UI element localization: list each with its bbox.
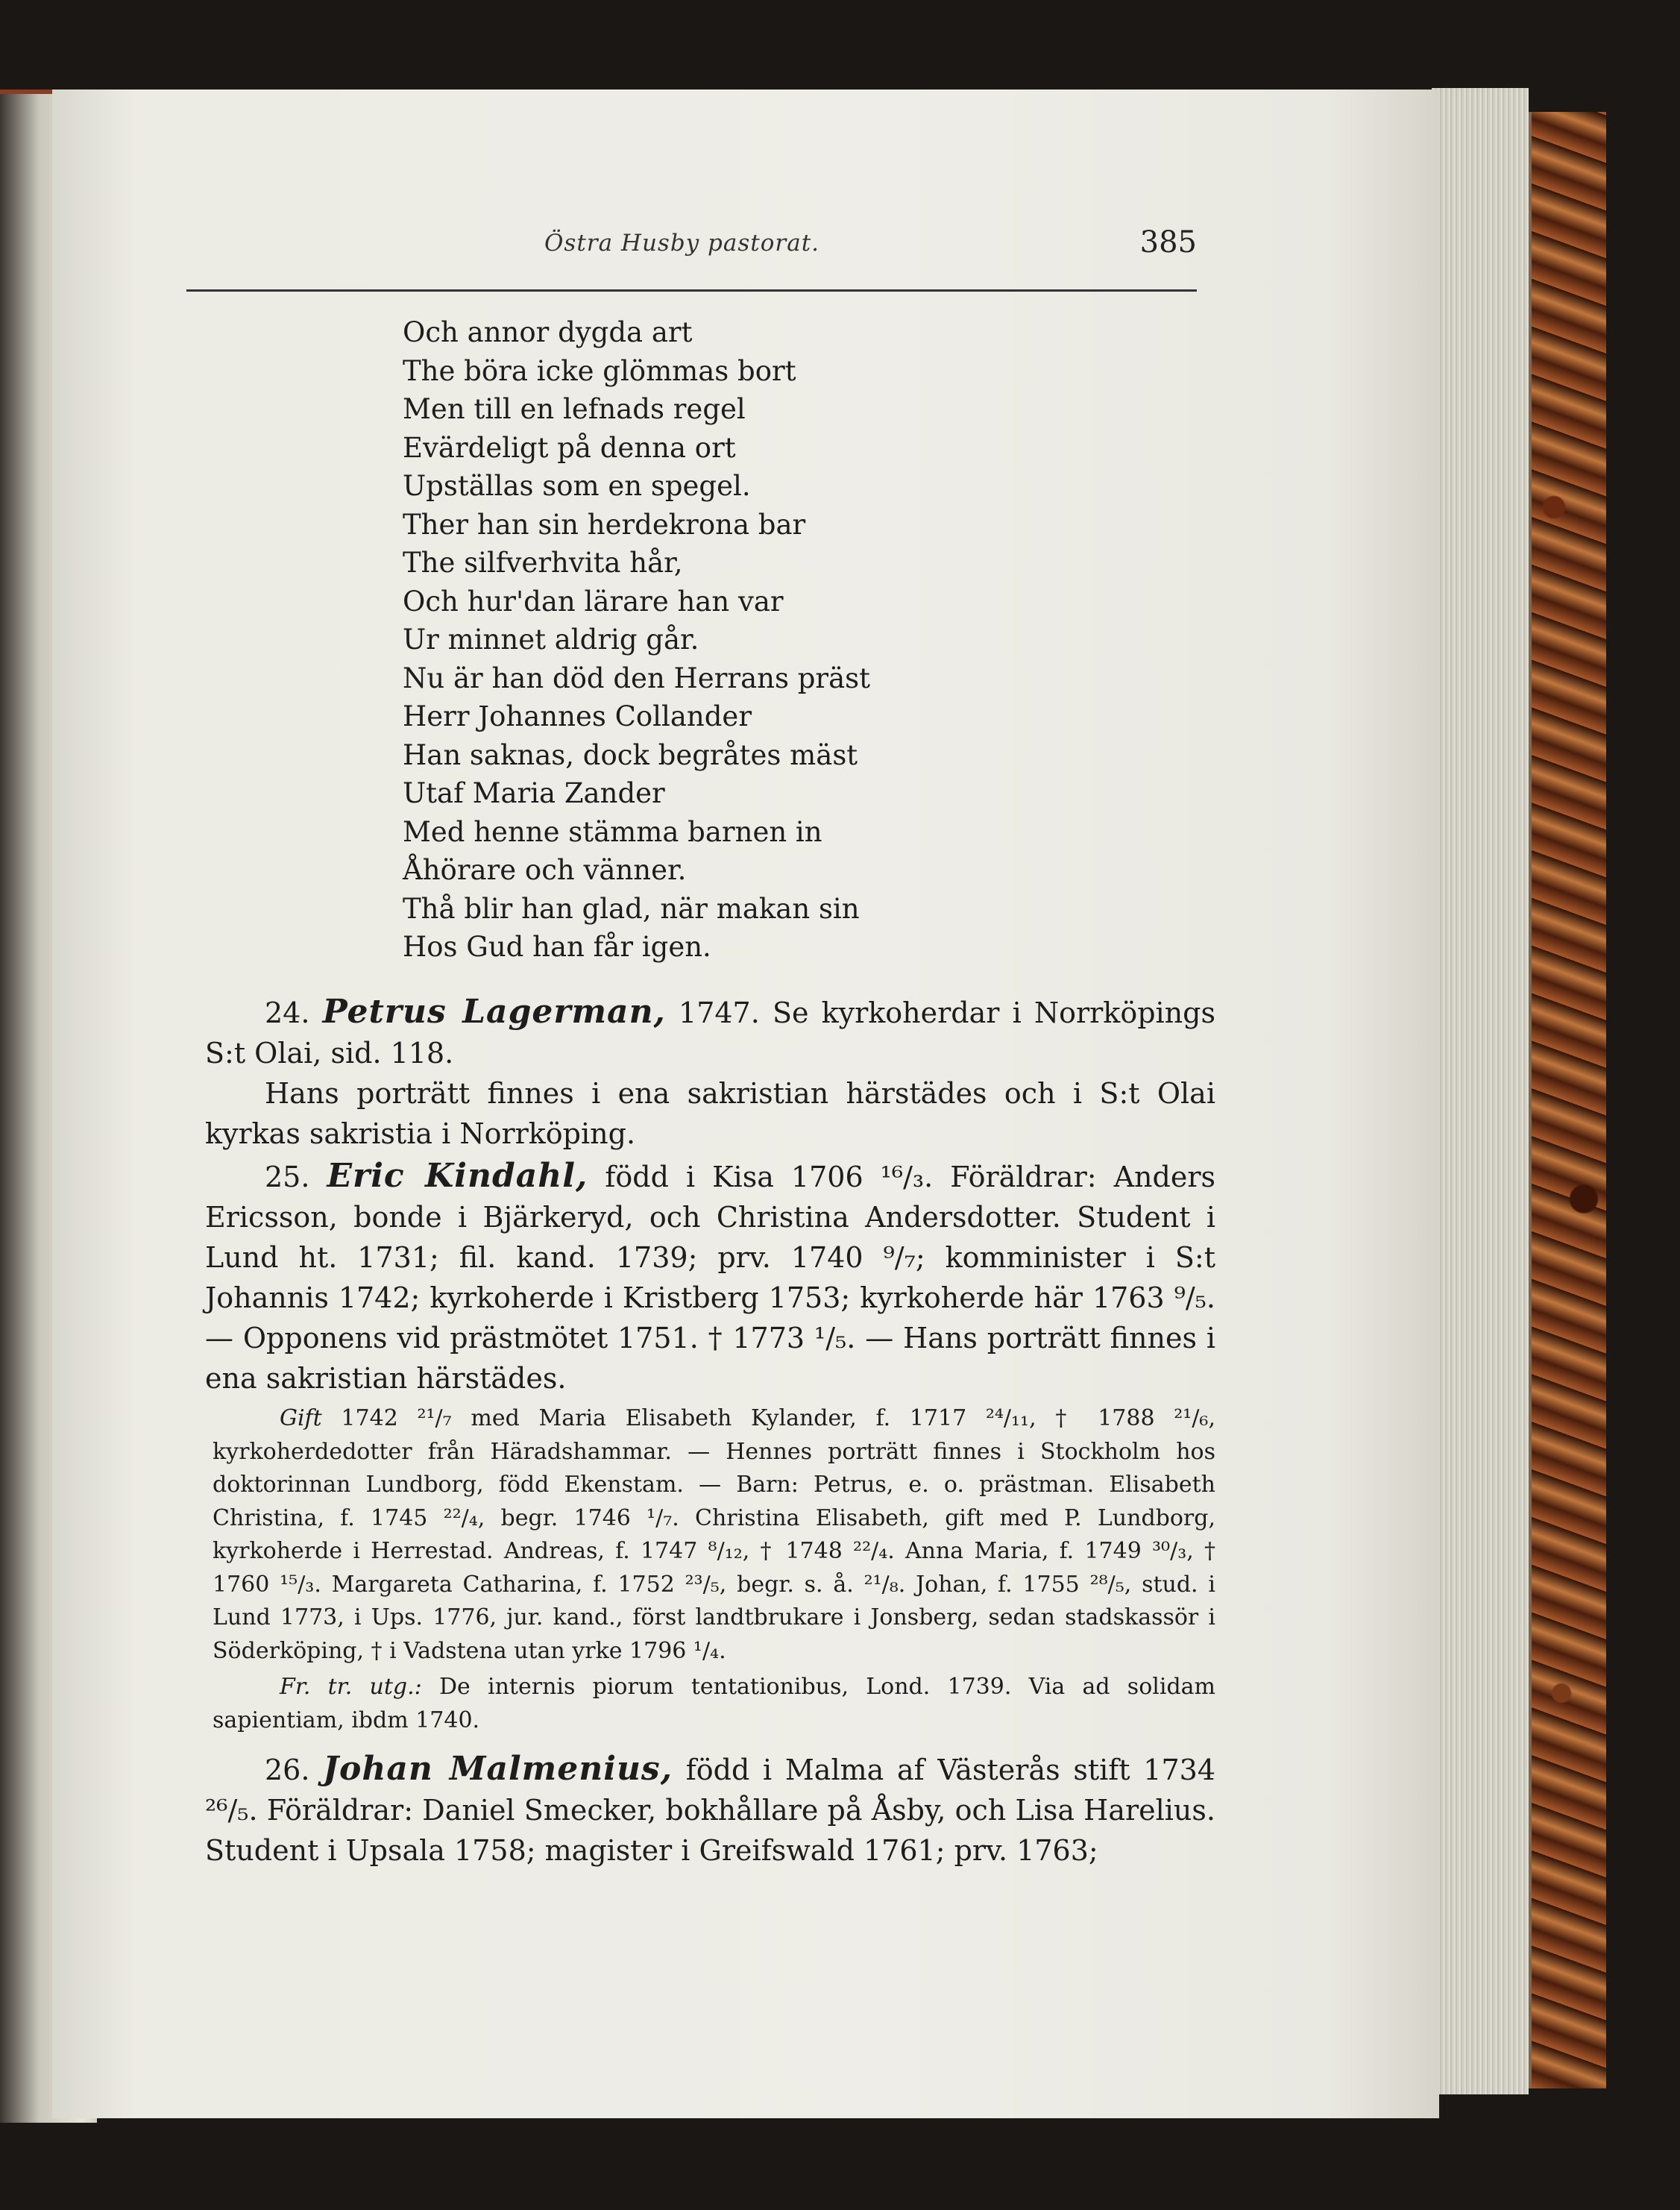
- entry-25-paragraph: [205, 1156, 1215, 1398]
- running-head-title: Östra Husby pastorat.: [544, 230, 820, 257]
- entry-25: [205, 1156, 1215, 1398]
- entry-text: född i Kisa 1706 ¹⁶/₃. Föräldrar: Anders Ericsson, bonde i Bjärkeryd, och Christina Andersdotter. Student i Lund ht. 1731; fil. kand. 1739; prv. 1740 ⁹/₇; komminister i S:t Johannis 1742; kyrkoherde i Kristberg 1753; kyrkoherde här 1763 ⁹/₅. — Opponens vid prästmötet 1751. † 1773 ¹/₅. — Hans porträtt finnes i ena sakristian härstädes.: [205, 1161, 1215, 1395]
- poem-line: Thå blir han glad, när makan sin: [403, 892, 860, 925]
- page-number: 385: [1139, 225, 1197, 260]
- entry-text: född i Malma af Västerås stift 1734 ²⁶/₅. Föräldrar: Daniel Smecker, bokhållare på Åsby, och Lisa Harelius. Student i Upsala 1758; magister i Greifswald 1761; prv. 1763;: [205, 1754, 1215, 1867]
- entry-24: [205, 992, 1215, 1154]
- poem-line: Åhörare och vänner.: [403, 854, 687, 886]
- poem-line: Upställas som en spegel.: [403, 470, 751, 502]
- entry-25-works: [213, 1671, 1215, 1737]
- poem-line: Med henne stämma barnen in: [403, 815, 822, 848]
- works-paragraph: [213, 1671, 1215, 1737]
- poem-line: The silfverhvita hår,: [403, 547, 683, 579]
- poem-line: Men till en lefnads regel: [403, 393, 746, 425]
- works-text: De internis piorum tentationibus, Lond. 1739. Via ad solidam sapientiam, ibdm 1740.: [213, 1674, 1215, 1733]
- entry-number: 24.: [265, 996, 310, 1029]
- poem: [403, 313, 1074, 967]
- entry-text: 1747. Se kyrkoherdar i Norrköpings S:t Olai, sid. 118.: [205, 996, 1215, 1070]
- poem-line: Hos Gud han får igen.: [403, 931, 711, 963]
- entry-number: 25.: [265, 1161, 310, 1193]
- poem-line: Han saknas, dock begråtes mäst: [403, 738, 858, 771]
- poem-line: Utaf Maria Zander: [403, 777, 665, 809]
- poem-line: Ur minnet aldrig går.: [403, 624, 699, 656]
- family-paragraph: [213, 1402, 1215, 1668]
- entry-26: [205, 1749, 1215, 1871]
- poem-line: Och hur'dan lärare han var: [403, 585, 784, 618]
- family-label: Gift: [280, 1405, 322, 1431]
- poem-line: Ther han sin herdekrona bar: [403, 508, 806, 541]
- poem-line: Herr Johannes Collander: [403, 700, 752, 732]
- entry-24-paragraph: [205, 992, 1215, 1073]
- entry-24-portrait-note: Hans porträtt finnes i ena sakristian härstädes och i S:t Olai kyrkas sakristia i Norrköping.: [205, 1077, 1215, 1150]
- poem-line: Nu är han död den Herrans präst: [403, 662, 870, 694]
- running-head: [186, 225, 1197, 292]
- poem-line: Evärdeligt på denna ort: [403, 431, 736, 464]
- entry-name: Johan Malmenius,: [323, 1750, 673, 1788]
- entry-25-family: [213, 1402, 1215, 1668]
- family-text: 1742 ²¹/₇ med Maria Elisabeth Kylander, f. 1717 ²⁴/₁₁, † 1788 ²¹/₆, kyrkoherdedotter från Häradshammar. — Hennes porträtt finnes i Stockholm hos doktorinnan Lundborg, född Ekenstam. — Barn: Petrus, e. o. prästman. Elisabeth Christina, f. 1745 ²²/₄, begr. 1746 ¹/₇. Christina Elisabeth, gift med P. Lundborg, kyrkoherde i Herrestad. Andreas, f. 1747 ⁸/₁₂, † 1748 ²²/₄. Anna Maria, f. 1749 ³⁰/₃, † 1760 ¹⁵/₃. Margareta Catharina, f. 1752 ²³/₅, begr. s. å. ²¹/₈. Johan, f. 1755 ²⁸/₅, stud. i Lund 1773, i Ups. 1776, jur. kand., först landtbrukare i Jonsberg, sedan stadskassör i Söderköping, † i Vadstena utan yrke 1796 ¹/₄.: [213, 1405, 1215, 1664]
- entry-name: Petrus Lagerman,: [322, 993, 666, 1031]
- poem-line: The böra icke glömmas bort: [403, 354, 796, 387]
- page-stack-edges: [1432, 88, 1529, 2094]
- entry-name: Eric Kindahl,: [327, 1157, 588, 1195]
- works-label: Fr. tr. utg.:: [280, 1674, 422, 1700]
- entry-26-paragraph: [205, 1749, 1215, 1871]
- poem-line: Och annor dygda art: [403, 316, 693, 348]
- marbled-cover-edge: [1529, 112, 1606, 2088]
- entry-number: 26.: [265, 1754, 310, 1786]
